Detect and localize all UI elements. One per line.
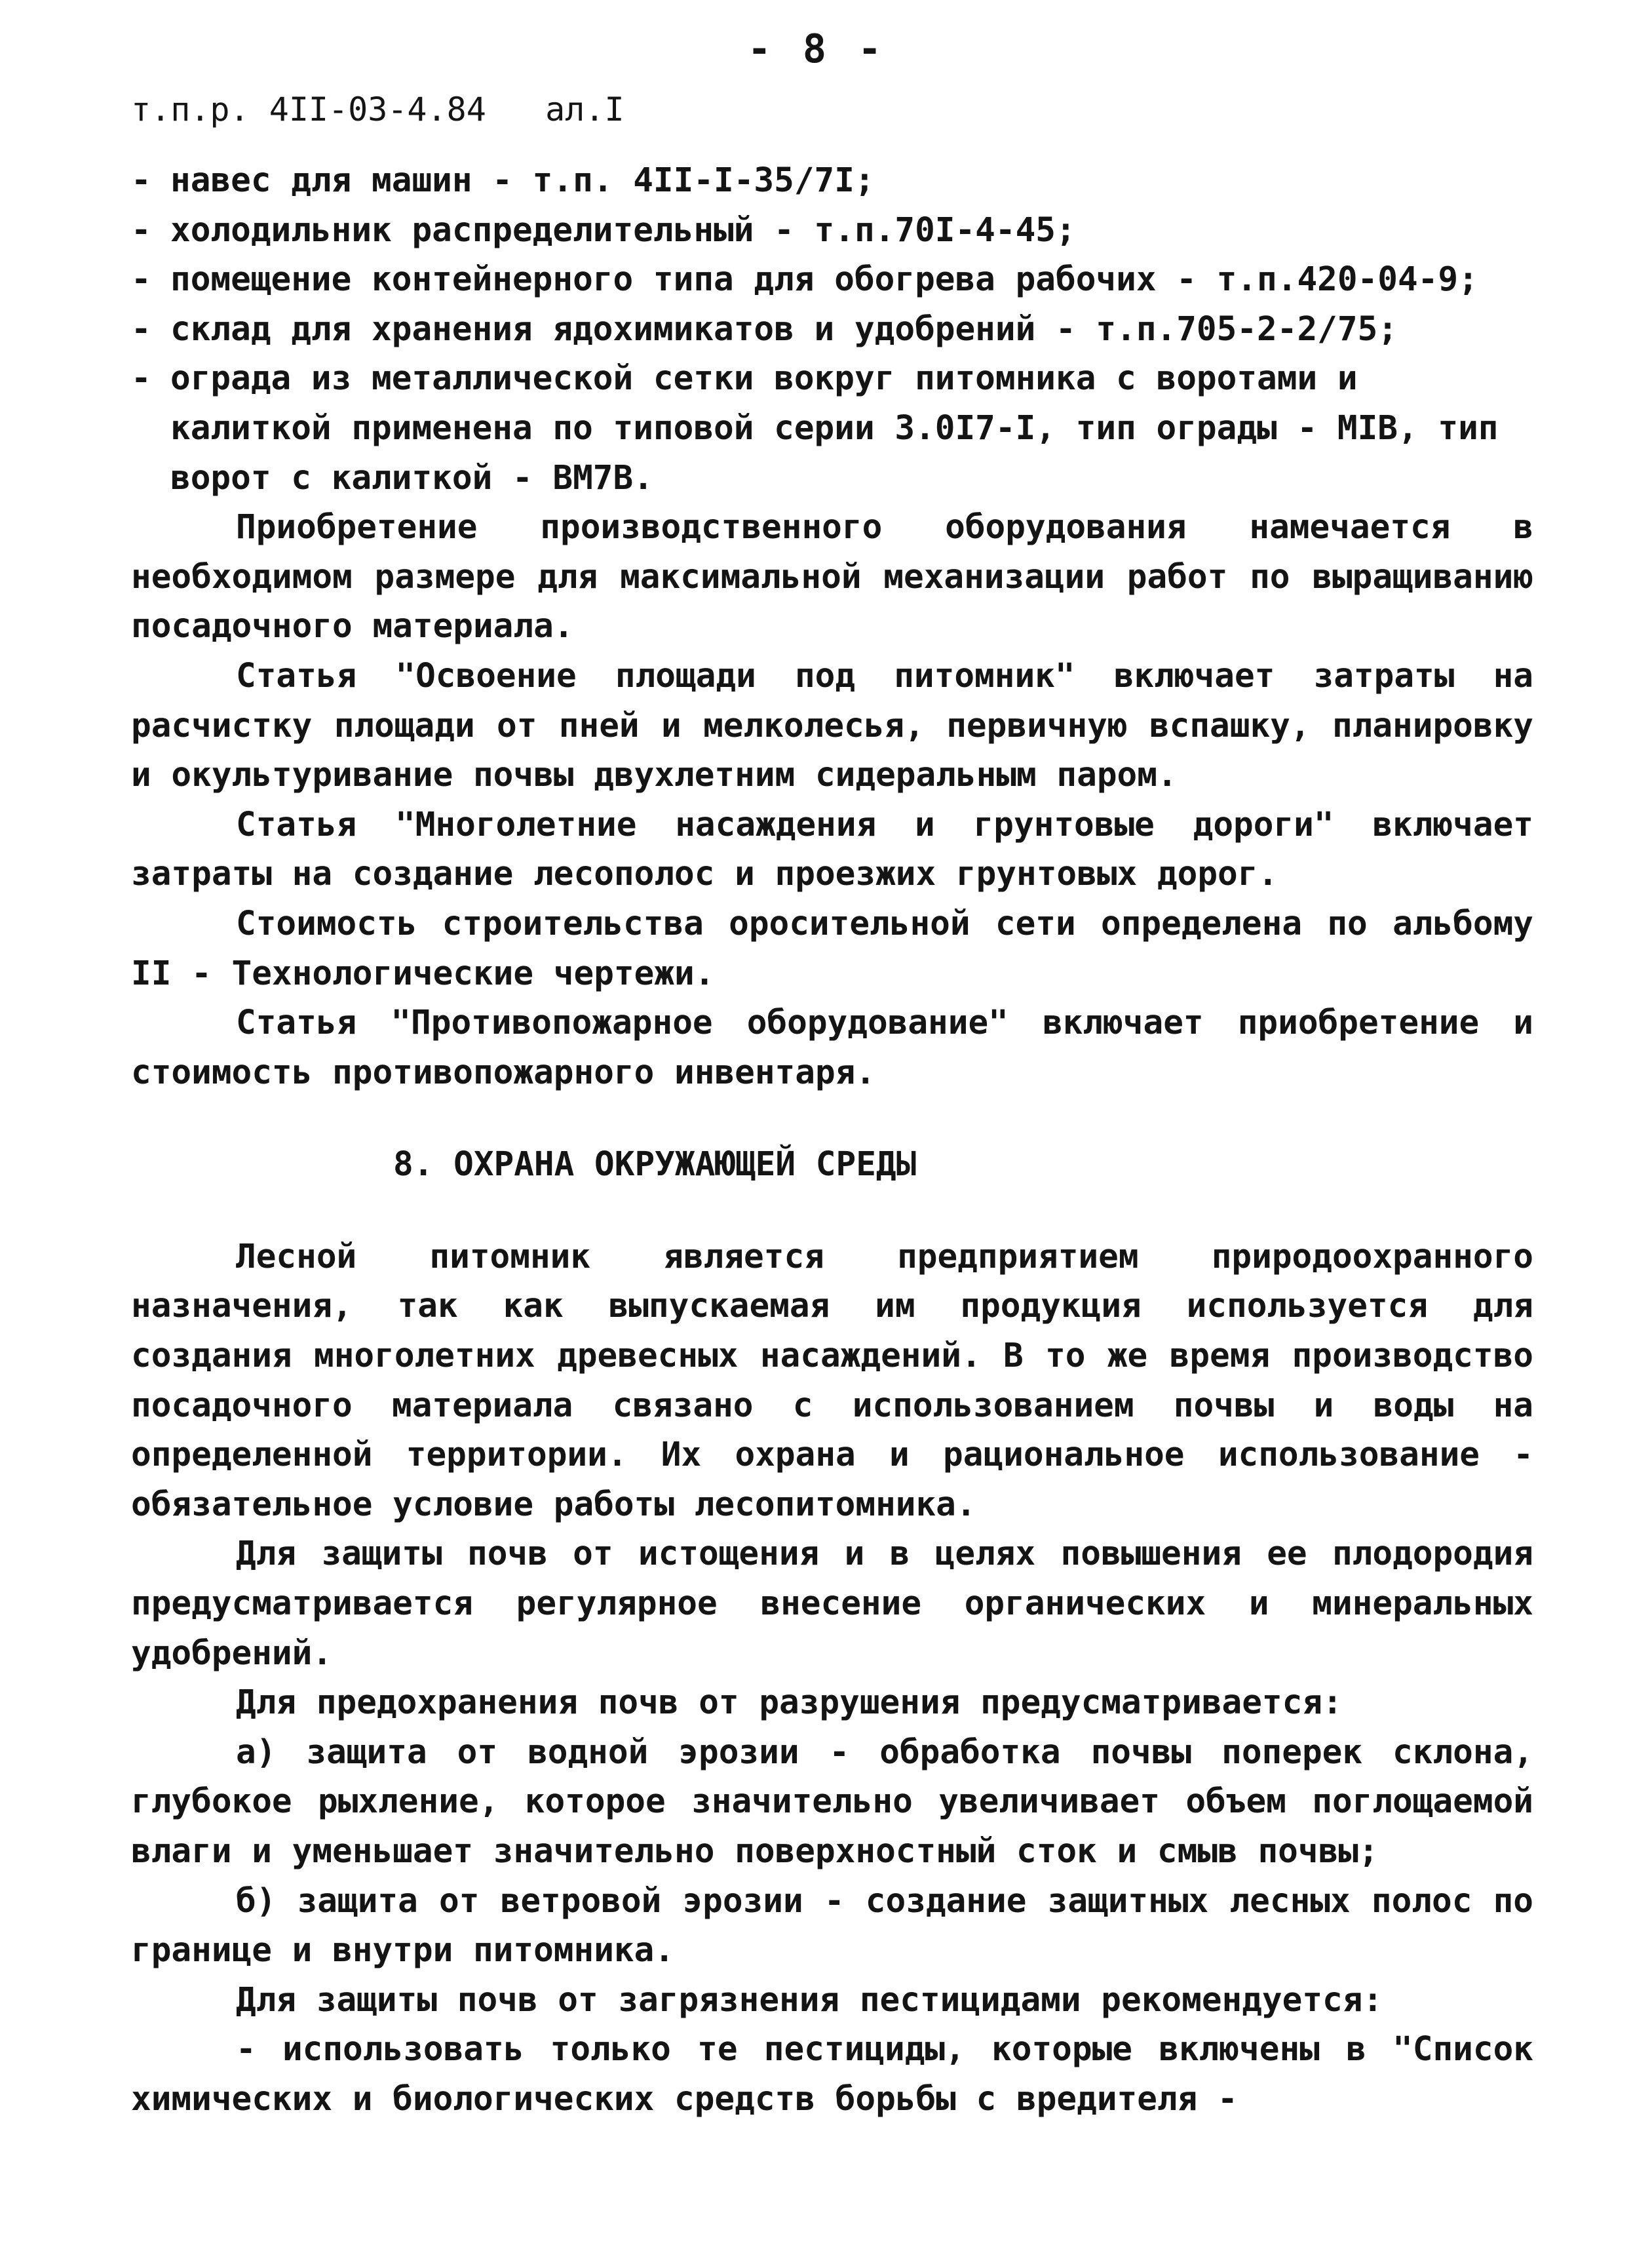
bullet-item (131, 354, 1533, 503)
bullet-item (131, 206, 1533, 256)
paragraph: Приобретение производственного оборудования намечается в необходимом размере для максимальной механизации работ по выращиванию посадочного материала. (131, 508, 1533, 646)
paragraph: Статья "Противопожарное оборудование" включает приобретение и стоимость противопожарного инвентаря. (131, 1004, 1533, 1092)
bullet-dash: - (131, 210, 151, 250)
section-heading: 8. ОХРАНА ОКРУЖАЮЩЕЙ СРЕДЫ (393, 1145, 917, 1184)
bullet-text: склад для хранения ядохимикатов и удобрений - т.п.705-2-2/75; (170, 309, 1398, 349)
paragraph: Лесной питомник является предприятием природоохранного назначения, так как выпускаемая им продукция используется для создания многолетних древесных насаждений. В то же время производство посадочного материала связано с использованием почвы и воды на определенной территории. Их охрана и рациональное использование - обязательное условие работы лесопитомника. (131, 1237, 1533, 1524)
paragraph: Статья "Многолетние насаждения и грунтовые дороги" включает затраты на создание лесополос и проезжих грунтовых дорог. (131, 805, 1533, 894)
paragraph: Для защиты почв от загрязнения пестицидами рекомендуется: (236, 1980, 1383, 2020)
bullet-text: холодильник распределительный - т.п.70I-4-45; (170, 210, 1076, 250)
list-item-b: б) защита от ветровой эрозии - создание защитных лесных полос по границе и внутри питомника. (131, 1881, 1533, 1970)
bullet-dash: - (131, 260, 151, 300)
list-item-a: а) защита от водной эрозии - обработка почвы поперек склона, глубокое рыхление, которое значительно увеличивает объем поглощаемой влаги и уменьшает значительно поверхностный сток и смыв почвы; (131, 1732, 1533, 1871)
bullet-text: навес для машин - т.п. 4II-I-35/7I; (170, 161, 875, 200)
paragraph: Для защиты почв от истощения и в целях повышения ее плодородия предусматривается регулярное внесение органических и минеральных удобрений. (131, 1535, 1533, 1673)
paragraph: Для предохранения почв от разрушения предусматривается: (236, 1683, 1343, 1723)
page-number: - 8 - (747, 26, 886, 72)
bullet-text: помещение контейнерного типа для обогрева рабочих - т.п.420-04-9; (170, 260, 1478, 300)
bullet-dash: - (131, 359, 151, 399)
bullet-dash: - (131, 309, 151, 349)
document-reference: т.п.р. 4II-03-4.84 ал.I (131, 90, 624, 128)
bullet-item (131, 156, 1533, 206)
bullet-item (131, 255, 1533, 305)
paragraph: Статья "Освоение площади под питомник" включает затраты на расчистку площади от пней и мелколесья, первичную вспашку, планировку и окультуривание почвы двухлетним сидеральным паром. (131, 656, 1533, 795)
bullet-text: ограда из металлической сетки вокруг питомника с воротами и калиткой применена по типовой серии 3.0I7-I, тип ограды - МIВ, тип ворот с калиткой - ВМ7В. (170, 359, 1499, 498)
list-item-dash: - использовать только те пестициды, которые включены в "Список химических и биологических средств борьбы с вредителя - (131, 2030, 1533, 2119)
paragraph: Стоимость строительства оросительной сети определена по альбому II - Технологические чертежи. (131, 904, 1533, 993)
bullet-dash: - (131, 161, 151, 200)
document-body (131, 156, 1533, 2124)
bullet-item (131, 305, 1533, 355)
